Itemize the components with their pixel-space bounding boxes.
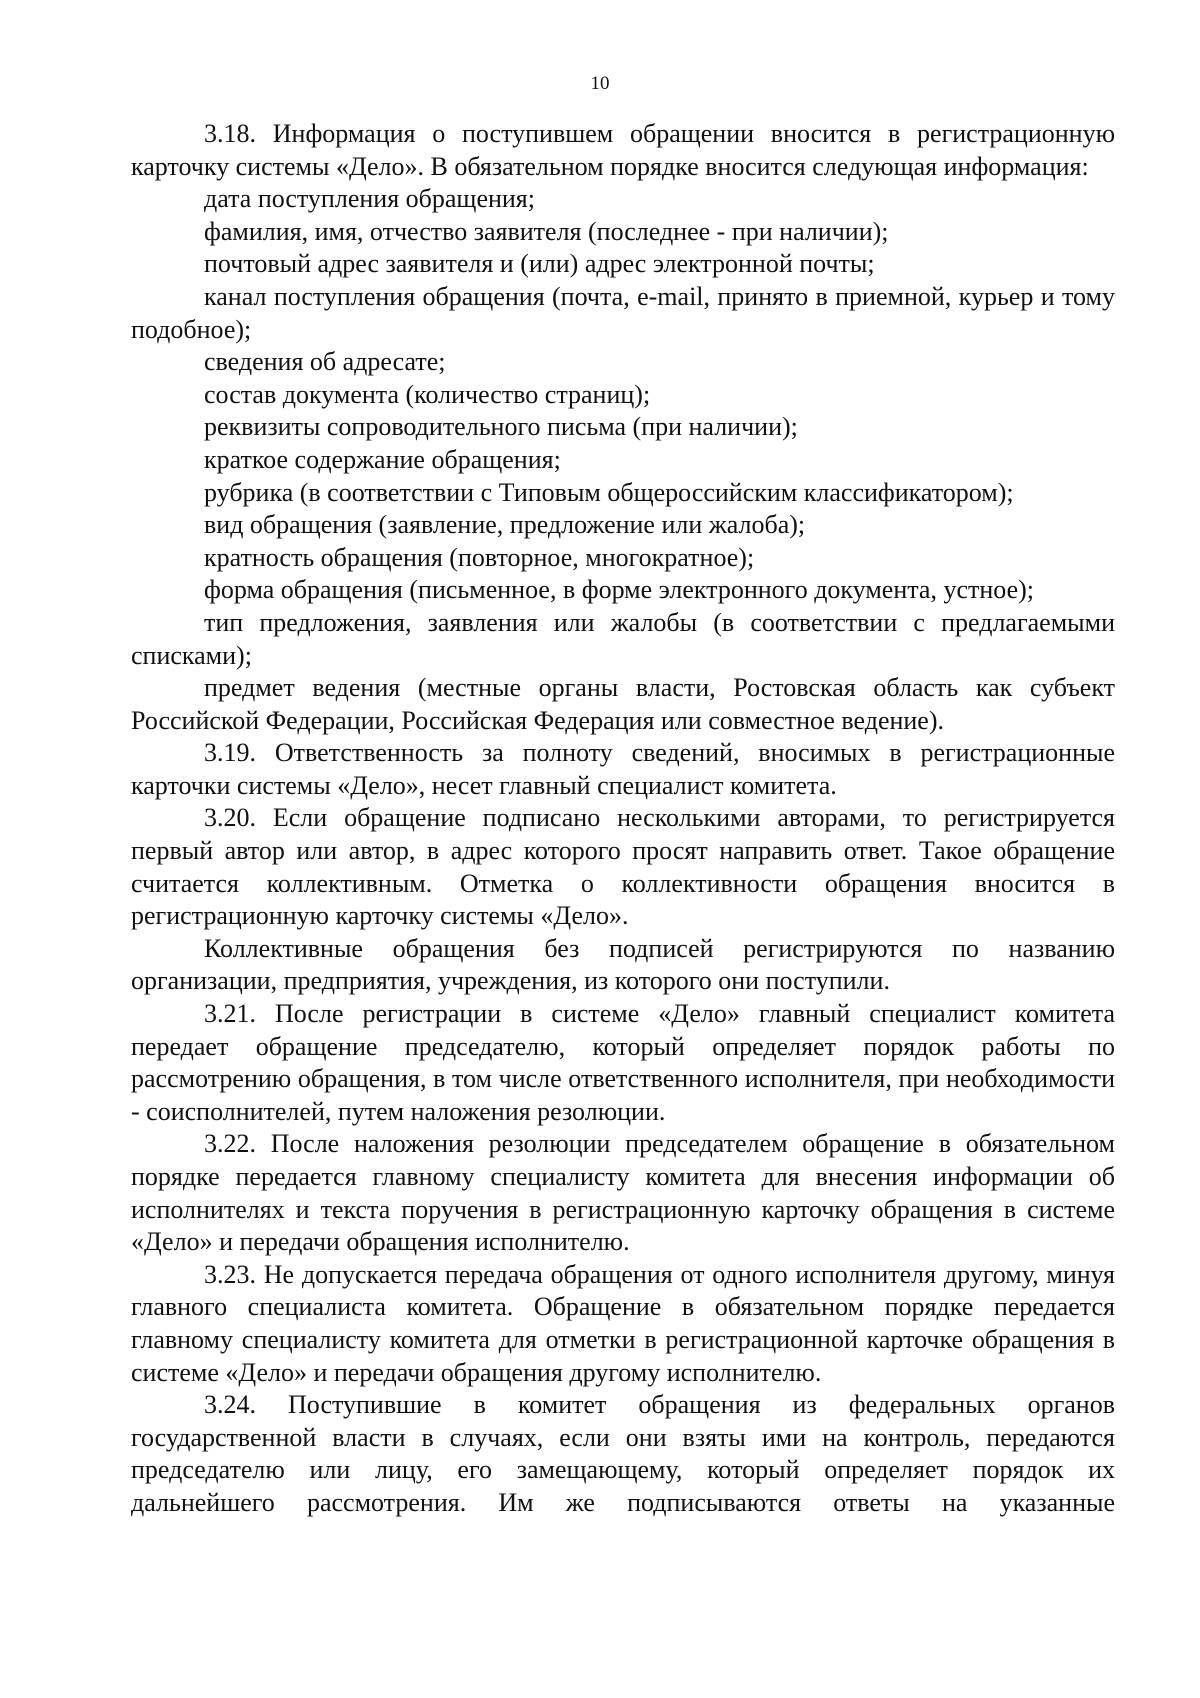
paragraph-3-24: 3.24. Поступившие в комитет обращения из федеральных органов государственной власти в случаях, если они взяты ими на контроль, передаются председателю или лицу, его замещающему, который определяет порядок их дальнейшего рассмотрения. Им же подписываются ответы на указанные — [131, 1390, 1115, 1517]
list-item-addressee: сведения об адресате; — [204, 347, 446, 377]
list-item-document-composition: состав документа (количество страниц); — [204, 379, 651, 409]
list-item-cover-letter: реквизиты сопроводительного письма (при наличии); — [204, 412, 798, 442]
list-item-appeal-type: вид обращения (заявление, предложение или жалоба); — [204, 510, 806, 540]
page-number: 10 — [590, 73, 610, 94]
document-body — [131, 118, 1115, 1520]
paragraph-3-22: 3.22. После наложения резолюции председателем обращение в обязательном порядке передается главному специалисту комитета для внесения информации об исполнителях и текста поручения в регистрационную карточку обращения в системе «Дело» и передачи обращения исполнителю. — [131, 1129, 1115, 1257]
paragraph-3-18: 3.18. Информация о поступившем обращении вносится в регистрационную карточку системы «Дело». В обязательном порядке вносится следующая информация: — [131, 119, 1115, 181]
list-item-rubric: рубрика (в соответствии с Типовым общероссийским классификатором); — [204, 477, 1014, 507]
list-item-receipt-date: дата поступления обращения; — [204, 184, 535, 214]
list-item-applicant-address: почтовый адрес заявителя и (или) адрес электронной почты; — [204, 249, 875, 279]
list-item-multiplicity: кратность обращения (повторное, многократное); — [204, 542, 755, 572]
paragraph-3-21: 3.21. После регистрации в системе «Дело» главный специалист комитета передает обращение председателю, который определяет порядок работы по рассмотрению обращения, в том числе ответственного исполнителя, при необходимости - соисполнителей, путем наложения резолюции. — [131, 999, 1115, 1126]
list-item-receipt-channel: канал поступления обращения (почта, e-mail, принято в приемной, курьер и тому подобное); — [131, 281, 1115, 344]
paragraph-3-23: 3.23. Не допускается передача обращения от одного исполнителя другому, минуя главного специалиста комитета. Обращение в обязательном порядке передается главному специалисту комитета для отметки в регистрационной карточке обращения в системе «Дело» и передачи обращения другому исполнителю. — [131, 1259, 1115, 1387]
list-item-appeal-form: форма обращения (письменное, в форме электронного документа, устное); — [204, 575, 1035, 605]
list-item-jurisdiction: предмет ведения (местные органы власти, Ростовская область как субъект Российской Федерации, Российская Федерация или совместное ведение). — [131, 673, 1115, 735]
paragraph-3-20: 3.20. Если обращение подписано несколькими авторами, то регистрируется первый автор или автор, в адрес которого просят направить ответ. Такое обращение считается коллективным. Отметка о коллективности обращения вносится в регистрационную карточку системы «Дело». — [131, 803, 1115, 931]
paragraph-3-19: 3.19. Ответственность за полноту сведений, вносимых в регистрационные карточки системы «Дело», несет главный специалист комитета. — [131, 738, 1115, 800]
list-item-applicant-name: фамилия, имя, отчество заявителя (последнее - при наличии); — [204, 216, 889, 246]
list-item-summary: краткое содержание обращения; — [204, 444, 561, 474]
paragraph-collective-appeals: Коллективные обращения без подписей регистрируются по названию организации, предприятия, учреждения, из которого они поступили. — [131, 933, 1115, 996]
list-item-proposal-type: тип предложения, заявления или жалобы (в соответствии с предлагаемыми списками); — [131, 607, 1115, 670]
